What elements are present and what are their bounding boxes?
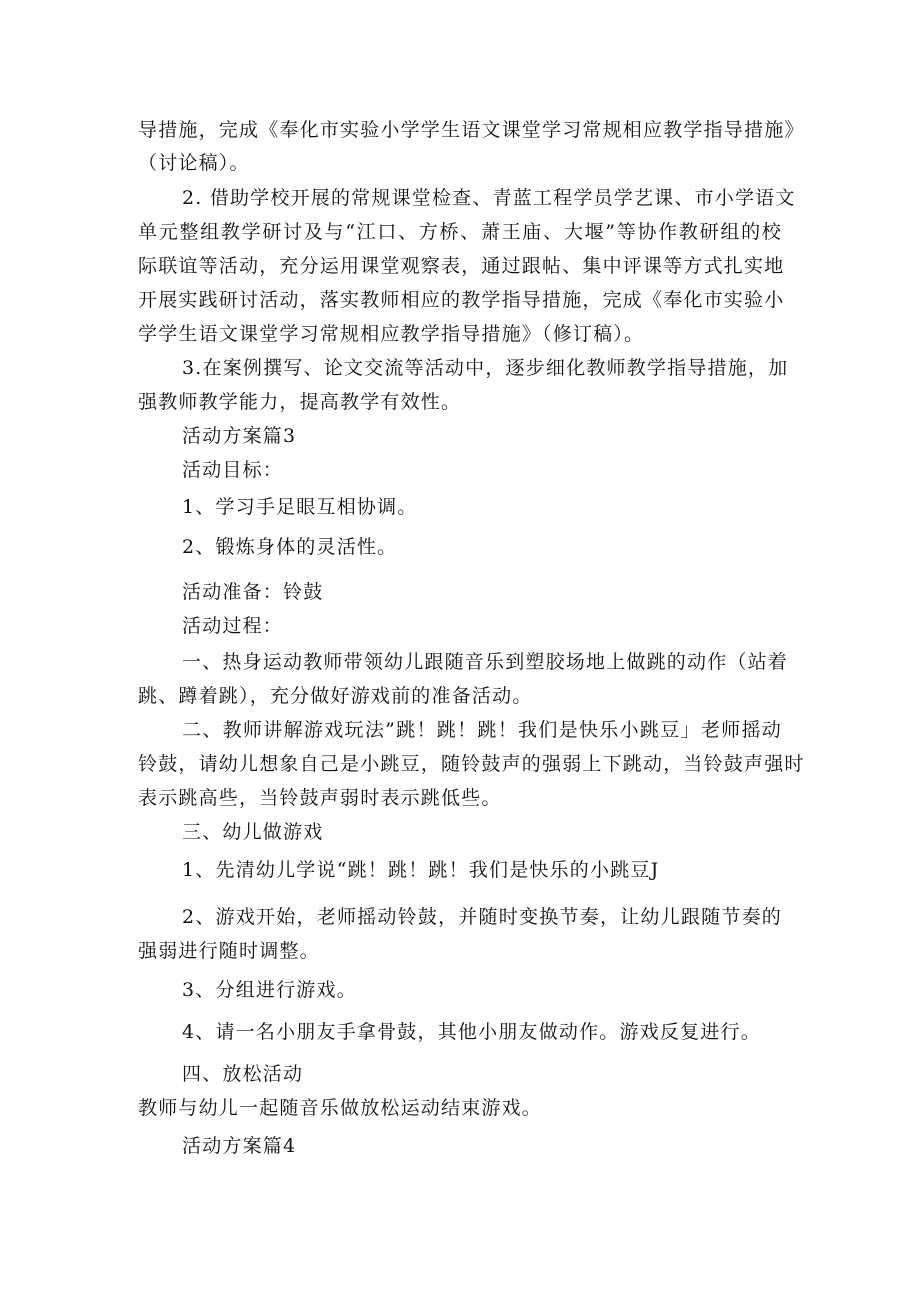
paragraph-line: 学学生语文课堂学习常规相应教学指导措施》（修订稿）。 bbox=[138, 323, 645, 345]
section-heading: 活动方案篇4 bbox=[182, 1135, 297, 1157]
paragraph-line: 活动准备：铃鼓 bbox=[182, 581, 324, 603]
paragraph-line: 单元整组教学研讨及与“江口、方桥、萧王庙、大堰”等协作教研组的校 bbox=[138, 221, 782, 243]
paragraph-line: 四、放松活动 bbox=[182, 1063, 304, 1085]
paragraph-line: 铃鼓，请幼儿想象自己是小跳豆，随铃鼓声的强弱上下跳动，当铃鼓声强时 bbox=[138, 753, 805, 775]
list-item: 1、学习手足眼互相协调。 bbox=[182, 496, 418, 518]
paragraph-line: 教师与幼儿一起随音乐做放松运动结束游戏。 bbox=[138, 1097, 543, 1119]
list-item: 1、先清幼儿学说“跳！跳！跳！我们是快乐的小跳豆J bbox=[182, 859, 660, 881]
paragraph-line: 强弱进行随时调整。 bbox=[138, 940, 320, 962]
paragraph-line: 三、幼儿做游戏 bbox=[182, 821, 324, 843]
paragraph-line: 强教师教学能力，提高教学有效性。 bbox=[138, 391, 462, 413]
paragraph-line: 二、教师讲解游戏玩法”跳！跳！跳！我们是快乐小跳豆」老师摇动 bbox=[182, 719, 782, 741]
paragraph-line: 活动目标： bbox=[182, 459, 284, 481]
list-item: 2、游戏开始，老师摇动铃鼓，并随时变换节奏，让幼儿跟随节奏的 bbox=[182, 906, 782, 928]
paragraph-line: 表示跳高些，当铃鼓声弱时表示跳低些。 bbox=[138, 787, 502, 809]
paragraph-line: 一、热身运动教师带领幼儿跟随音乐到塑胶场地上做跳的动作（站着 bbox=[182, 651, 789, 673]
paragraph-line: 3.在案例撰写、论文交流等活动中，逐步细化教师教学指导措施，加 bbox=[182, 357, 789, 379]
section-heading: 活动方案篇3 bbox=[182, 425, 297, 447]
paragraph-line: 导措施，完成《奉化市实验小学学生语文课堂学习常规相应教学指导措施》 bbox=[138, 119, 805, 141]
paragraph-line: 开展实践研讨活动，落实教师相应的教学指导措施，完成《奉化市实验小 bbox=[138, 289, 785, 311]
list-item: 3、分组进行游戏。 bbox=[182, 979, 357, 1001]
list-item: 2、锻炼身体的灵活性。 bbox=[182, 536, 398, 558]
paragraph-line: 活动过程： bbox=[182, 615, 284, 637]
paragraph-line: 2. 借助学校开展的常规课堂检查、青蓝工程学员学艺课、市小学语文 bbox=[182, 187, 796, 209]
paragraph-line: 际联谊等活动，充分运用课堂观察表，通过跟帖、集中评课等方式扎实地 bbox=[138, 255, 785, 277]
list-item: 4、请一名小朋友手拿骨鼓，其他小朋友做动作。游戏反复进行。 bbox=[182, 1021, 761, 1043]
paragraph-line: 跳、蹲着跳），充分做好游戏前的准备活动。 bbox=[138, 685, 533, 707]
paragraph-line: （讨论稿）。 bbox=[138, 152, 250, 174]
